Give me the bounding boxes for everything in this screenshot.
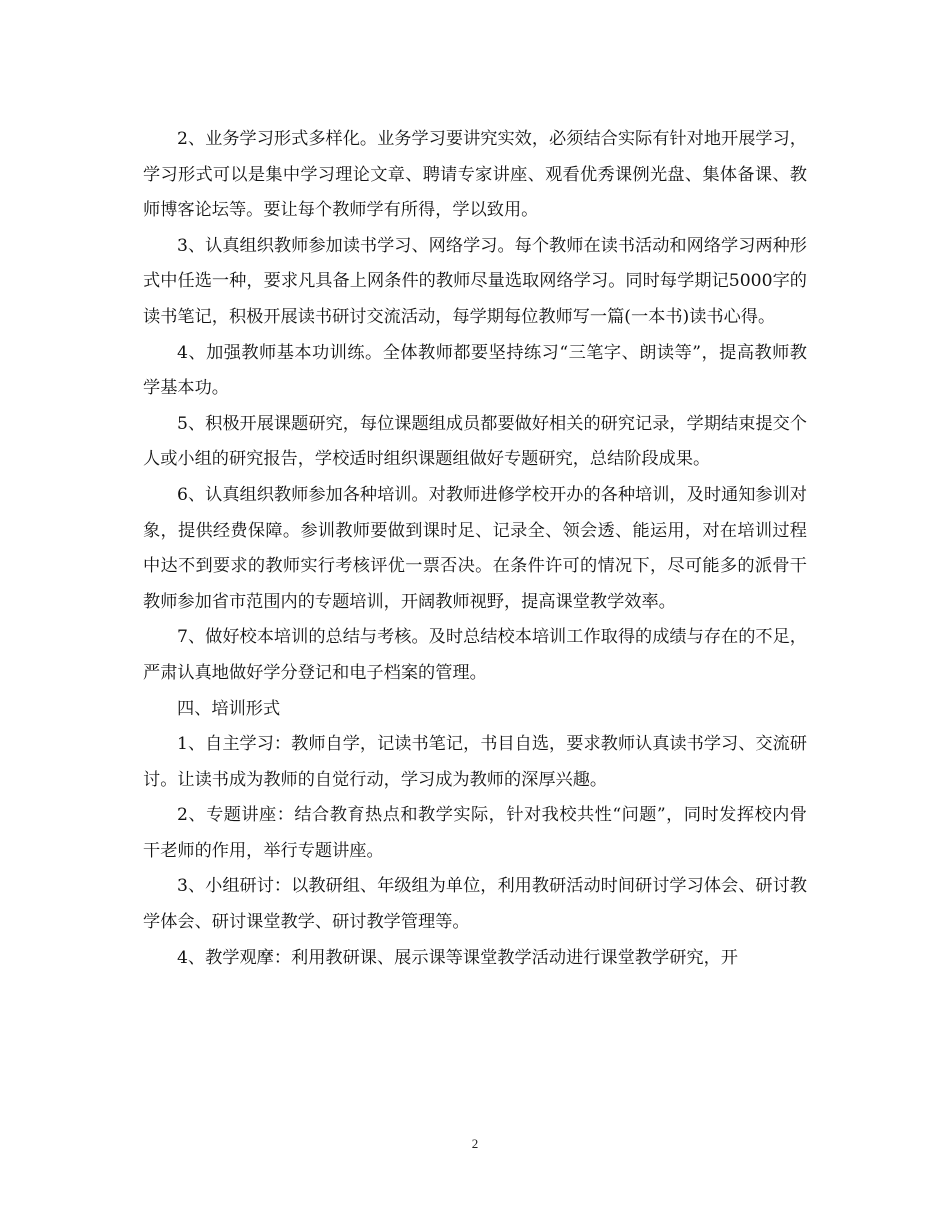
paragraph-basic-skills: 4、加强教师基本功训练。全体教师都要坚持练习“三笔字、朗读等”，提高教师教学基本功。	[143, 342, 807, 399]
paragraph-self-study: 1、自主学习：教师自学，记读书笔记，书目自选，要求教师认真读书学习、交流研讨。让读书成为教师的自觉行动，学习成为教师的深厚兴趣。	[143, 734, 807, 790]
paragraph-group-discussion: 3、小组研讨：以教研组、年级组为单位，利用教研活动时间研讨学习体会、研讨教学体会、研讨课堂教学、研讨教学管理等。	[143, 876, 807, 933]
paragraph-reading-network-study: 3、认真组织教师参加读书学习、网络学习。每个教师在读书活动和网络学习两种形式中任选一种，要求凡具备上网条件的教师尽量选取网络学习。同时每学期记5000字的读书笔记，积极开展读书研讨交流活动，每学期每位教师写一篇(一本书)读书心得。	[143, 235, 807, 327]
section-heading-training-forms: 四、培训形式	[177, 698, 281, 719]
page-number: 2	[471, 1136, 479, 1151]
paragraph-teaching-observation: 4、教学观摩：利用教研课、展示课等课堂教学活动进行课堂教学研究，开	[177, 947, 738, 968]
paragraph-research-projects: 5、积极开展课题研究，每位课题组成员都要做好相关的研究记录，学期结束提交个人或小组的研究报告，学校适时组织课题组做好专题研究，总结阶段成果。	[143, 413, 807, 470]
paragraph-summary-assessment: 7、做好校本培训的总结与考核。及时总结校本培训工作取得的成绩与存在的不足，严肃认真地做好学分登记和电子档案的管理。	[143, 627, 807, 683]
document-body	[143, 122, 807, 976]
paragraph-lectures: 2、专题讲座：结合教育热点和教学实际，针对我校共性“问题”，同时发挥校内骨干老师的作用，举行专题讲座。	[143, 805, 807, 861]
paragraph-study-forms: 2、业务学习形式多样化。业务学习要讲究实效，必须结合实际有针对地开展学习，学习形式可以是集中学习理论文章、聘请专家讲座、观看优秀课例光盘、集体备课、教师博客论坛等。要让每个教师学有所得，学以致用。	[143, 129, 807, 221]
paragraph-training-participation: 6、认真组织教师参加各种培训。对教师进修学校开办的各种培训，及时通知参训对象，提供经费保障。参训教师要做到课时足、记录全、领会透、能运用，对在培训过程中达不到要求的教师实行考核评优一票否决。在条件许可的情况下，尽可能多的派骨干教师参加省市范围内的专题培训，开阔教师视野，提高课堂教学效率。	[143, 484, 807, 612]
